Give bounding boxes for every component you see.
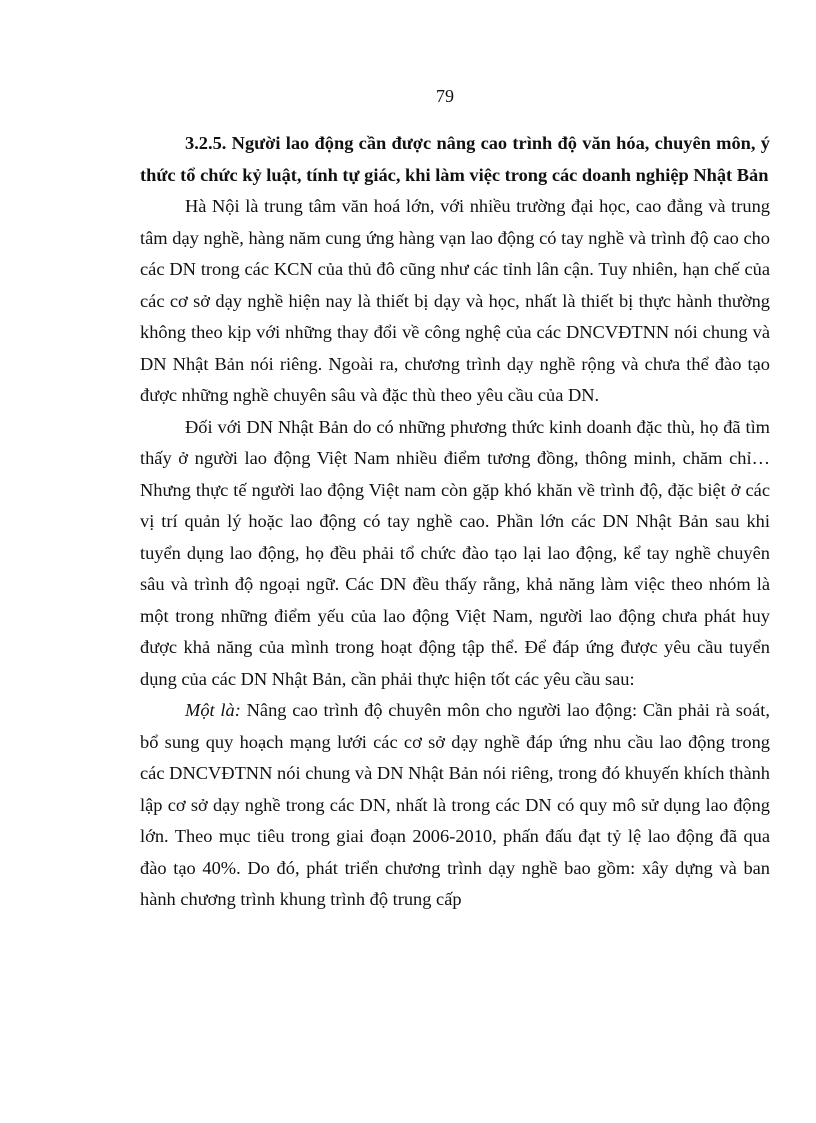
paragraph-text: Nâng cao trình độ chuyên môn cho người lao động: Cần phải rà soát, bổ sung quy hoạch mạng lưới các cơ sở dạy nghề đáp ứng nhu cầu lao động trong các DNCVĐTNN nói chung và DN Nhật Bản nói riêng, trong đó khuyến khích thành lập cơ sở dạy nghề trong các DN, nhất là trong các DN có quy mô sử dụng lao động lớn. Theo mục tiêu trong giai đoạn 2006-2010, phấn đấu đạt tỷ lệ lao động đã qua đào tạo 40%. Do đó, phát triển chương trình dạy nghề bao gồm: xây dựng và ban hành chương trình khung trình độ trung cấp	[140, 700, 770, 909]
section-heading: 3.2.5. Người lao động cần được nâng cao trình độ văn hóa, chuyên môn, ý thức tổ chức kỷ luật, tính tự giác, khi làm việc trong các doanh nghiệp Nhật Bản	[140, 133, 770, 185]
paragraph-requirement-one	[140, 695, 770, 916]
paragraph-hanoi-training	[140, 191, 770, 412]
paragraph-text: Hà Nội là trung tâm văn hoá lớn, với nhiều trường đại học, cao đẳng và trung tâm dạy nghề, hàng năm cung ứng hàng vạn lao động có tay nghề và trình độ cao cho các DN trong các KCN của thủ đô cũng như các tỉnh lân cận. Tuy nhiên, hạn chế của các cơ sở dạy nghề hiện nay là thiết bị dạy và học, nhất là thiết bị thực hành thường không theo kịp với những thay đổi về công nghệ của các DNCVĐTNN nói chung và DN Nhật Bản nói riêng. Ngoài ra, chương trình dạy nghề rộng và chưa thể đào tạo được những nghề chuyên sâu và đặc thù theo yêu cầu của DN.	[140, 196, 770, 405]
paragraph-text: Đối với DN Nhật Bản do có những phương thức kinh doanh đặc thù, họ đã tìm thấy ở người lao động Việt Nam nhiều điểm tương đồng, thông minh, chăm chỉ…Nhưng thực tế người lao động Việt nam còn gặp khó khăn về trình độ, đặc biệt ở các vị trí quản lý hoặc lao động có tay nghề cao. Phần lớn các DN Nhật Bản sau khi tuyển dụng lao động, họ đều phải tổ chức đào tạo lại lao động, kể tay nghề chuyên sâu và trình độ ngoại ngữ. Các DN đều thấy rằng, khả năng làm việc theo nhóm là một trong những điểm yếu của lao động Việt Nam, người lao động chưa phát huy được khả năng của mình trong hoạt động tập thể. Để đáp ứng được yêu cầu tuyển dụng của các DN Nhật Bản, cần phải thực hiện tốt các yêu cầu sau:	[140, 416, 770, 689]
document-body	[140, 127, 770, 916]
page-number: 79	[436, 86, 454, 106]
paragraph-lead-in: Một là:	[185, 700, 241, 720]
paragraph-japanese-enterprises	[140, 412, 770, 696]
